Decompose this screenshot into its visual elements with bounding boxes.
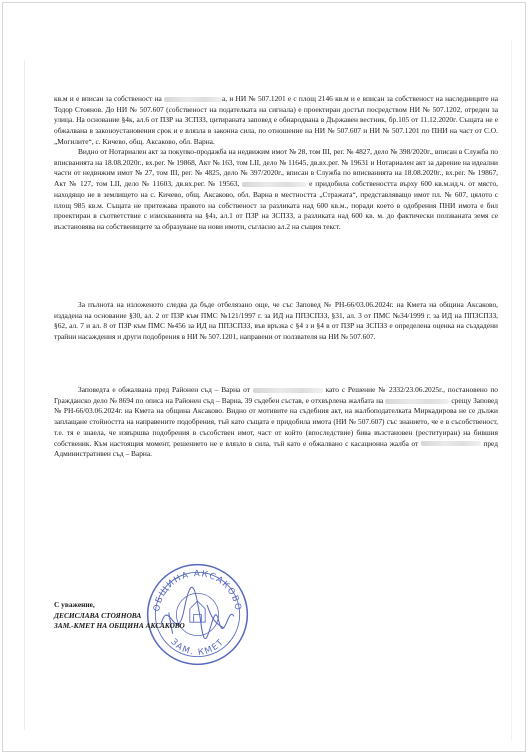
paragraph-3 [54, 300, 498, 343]
signer-name: ДЕСИСЛАВА СТОЯНОВА [54, 610, 142, 620]
scan-shadow-left [24, 60, 25, 730]
paragraph-1-text [54, 94, 498, 148]
redacted-name [421, 441, 481, 446]
seal-bottom-text: ЗАМ. КМЕТ [168, 637, 227, 658]
signature-block [54, 600, 185, 632]
paragraph-2 [54, 147, 498, 233]
svg-text:ЗАМ. КМЕТ [168, 637, 226, 658]
redacted-name [385, 399, 449, 404]
paragraph-text-run: Заповедта е обжалвана пред Районен съд – Варна от [78, 385, 253, 394]
paragraph-text-run: Видно от Нотариален акт за покупко-продажба на недвижим имот № 28, том III, рег. № 4827, дело № 398/2020г., вписан в Служба по вписванията на 18.08.2020г., вх.рег. № 19868, Акт № 163, том LII, дело № 11645, дв.вх.рег. № 19631 и Нотариален акт за дарение на идеални части от недвижим имот № 27, том III, рег. № 4825, дело № 397/2020г., вписан в Служба по вписванията на 18.08.2020г., вх.рег. № 19867, Акт № 127, том LII, дело № 11603, дв.вх.рег. № 19563, [54, 147, 498, 189]
paragraph-2-text [54, 147, 498, 233]
paragraph-text-run: За пълнота на изложеното следва да бъде отбелязано още, че със Заповед № РН-66/03.06.2024г. на Кмета на община Аксаково, издадена на основание §30, ал. 2 от ПЗР към ПМС №121/1997 г. за ИД на ППЗСПЗЗ, §31, ал. 3 от ПМС №34/1999 г. за ИД на ППЗСПЗЗ, §62, ал. 7 и ал. 8 от ПЗР към ПМС №456 за ИД на ППЗСПЗЗ, във връзка с §4 з и §4 в от ПЗР на ЗСПЗЗ е определена оценка на създадени трайни насаждения и други подобрения в НИ № 507.1201, направени от ползвателя на НИ № 507.607. [54, 300, 498, 342]
greeting: С уважение, [54, 600, 95, 609]
paragraph-text-run: като с Решение № 2332/23.06.2025г., постановено по Гражданско дело № 8694 по описа на Районен съд – Варна, 39 съдебен състав, е отхвърлена жалбата на [54, 385, 499, 405]
paragraph-text-run: а, и НИ № 507.1201 е с площ 2146 кв.м и е вписан за собственост на наследниците на Тодор Стоянов. До НИ № 507.607 (собственост на подателката на сигнала) е проектиран достъп посредством НИ № 507.1202, отреден за улица. На основание §4к, ал.6 от ПЗР на ЗСПЗЗ, цитираната заповед е обнародвана в Държавен вестник, бр.105 от 11.12.2020г. Същата не е обжалвана в законоустановения срок и е влязла в законна сила, по отношение на НИ № 507.607 и НИ № 507.1201 по ПНИ на част от С.О. „Могилите“, с. Кичево, общ. Аксаково, обл. Варна. [54, 94, 498, 146]
paragraph-text-run: е придобила собствеността върху 600 кв.м.ид.ч. от място, находящо не в землището на с. Кичево, общ. Аксаково, обл. Варна в местността „Стражата“, представляващо имот пл. № 607, цялото с площ 985 кв.м. Същата не притежава правото на собственост за разликата над 600 кв.м., поради което в одобрения ПНИ имота е бил проектиран в съответствие с изискванията на §4з, ал.1 от ПЗР на ЗСПЗЗ, а разликата над 600 кв. м. до фактически ползваната земя се възстановява на собствениците за образуване на нови имоти, съгласно ал.2 на същия текст. [54, 179, 498, 231]
paragraph-4 [54, 385, 498, 460]
redacted-name [242, 182, 306, 187]
paragraph-text-run: срещу Заповед № РН-66/03.06.2024г. на Кмета на община Аксаково. Видно от мотивите на съдебния акт, на жалбоподателката Миркадирова не се дължи заплащане стойността на направените подобрения, тъй като същата е придобила имота (НИ № 507.607) със знанието, че е в съсобственост, т.е. тя е знаела, че извършва подобрения в съсобствен имот, част от който (впоследствие) бива възстановен (реституиран) на бившия собственик. Към настоящия момент, решението не е влязло в сила, тъй като е обжалвано с касационна жалба от [54, 395, 498, 448]
paragraph-text-run: кв.м и е вписан за собственост на [54, 94, 165, 103]
paragraph-3-text [54, 300, 498, 343]
redacted-name [164, 97, 222, 102]
scan-shadow-right [511, 40, 512, 740]
signer-title: ЗАМ.-КМЕТ НА ОБЩИНА АКСАКОВО [54, 621, 185, 630]
redacted-name [253, 388, 323, 393]
paragraph-text-run: пред Административен съд – Варна. [54, 438, 498, 459]
paragraph-4-text [54, 385, 498, 460]
paragraph-1 [54, 94, 498, 148]
seal-ring-text: ОБЩИНА АКСАКОВО [152, 569, 243, 613]
